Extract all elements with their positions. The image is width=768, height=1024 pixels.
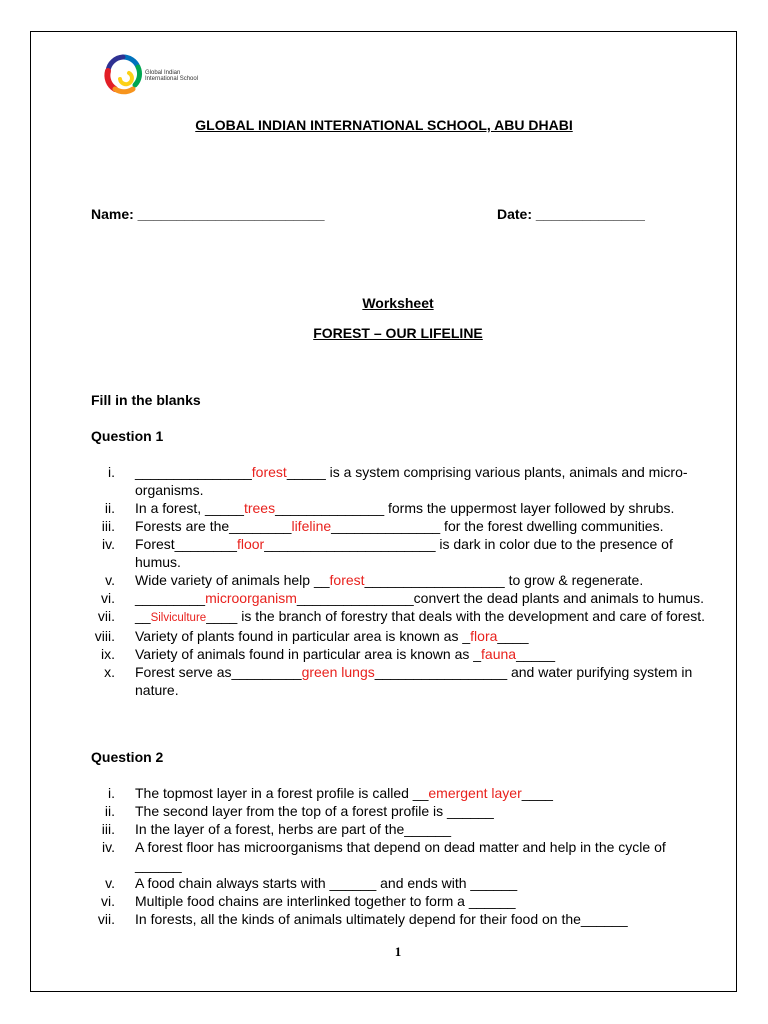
question-item <box>91 571 711 589</box>
answer-text: fauna <box>481 646 517 662</box>
question-text: __ <box>135 608 151 624</box>
question-text: _________________ and water purifying system in nature. <box>135 664 693 698</box>
worksheet-subtitle: FOREST – OUR LIFELINE <box>313 325 483 341</box>
question-text: ____ <box>497 628 529 644</box>
question-text: ______________ forms the uppermost layer followed by shrubs. <box>275 500 675 516</box>
question-text: In the layer of a forest, herbs are part of the______ <box>135 821 451 837</box>
question-item <box>91 802 711 820</box>
question-text: The second layer from the top of a forest profile is ______ <box>135 803 494 819</box>
question-text: ____ is the branch of forestry that deals with the development and care of forest. <box>206 608 706 624</box>
item-number: iv. <box>102 536 115 552</box>
item-number: i. <box>108 785 115 801</box>
question-text: A food chain always starts with ______ and ends with ______ <box>135 875 518 891</box>
logo-swirl-icon <box>103 53 143 97</box>
school-title: GLOBAL INDIAN INTERNATIONAL SCHOOL, ABU DHABI <box>195 117 573 133</box>
item-number: viii. <box>94 628 115 644</box>
question-text: __________________ to grow & regenerate. <box>364 572 644 588</box>
question-item <box>91 627 711 645</box>
question-text: ______________ for the forest dwelling communities. <box>331 518 664 534</box>
question-text: In a forest, _____ <box>135 500 244 516</box>
question-text: ____ <box>521 785 553 801</box>
question-text: In forests, all the kinds of animals ultimately depend for their food on the______ <box>135 911 628 927</box>
item-number: ix. <box>101 646 115 662</box>
question-text: ______________________ is dark in color due to the presence of humus. <box>135 536 673 570</box>
item-number: vii. <box>97 608 115 624</box>
question-item <box>91 645 711 663</box>
question-item <box>91 784 711 802</box>
page-number: 1 <box>394 944 402 959</box>
question-text: A forest floor has microorganisms that depend on dead matter and help in the cycle of ______ <box>135 839 666 873</box>
date-field: Date: ______________ <box>497 206 645 222</box>
question-text: _____ is a system comprising various plants, animals and micro-organisms. <box>135 464 688 498</box>
answer-text: forest <box>329 572 365 588</box>
answer-text: floor <box>236 536 265 552</box>
question-item <box>91 535 711 571</box>
question-item <box>91 517 711 535</box>
question-text: Forest serve as_________ <box>135 664 302 680</box>
question2-heading: Question 2 <box>91 749 164 765</box>
answer-text: emergent layer <box>428 785 522 801</box>
answer-text: forest <box>251 464 287 480</box>
question1-heading: Question 1 <box>91 428 164 444</box>
item-number: v. <box>105 875 115 891</box>
question-item <box>91 874 711 892</box>
question2-list <box>91 784 711 928</box>
question-text: Forests are the________ <box>135 518 292 534</box>
answer-text: flora <box>470 628 498 644</box>
answer-text: microorganism <box>205 590 297 606</box>
item-number: vi. <box>101 590 115 606</box>
question1-list <box>91 463 711 699</box>
question-item <box>91 607 711 627</box>
question-text: Forest________ <box>135 536 237 552</box>
question-item <box>91 589 711 607</box>
question-item <box>91 892 711 910</box>
item-number: iv. <box>102 839 115 855</box>
item-number: i. <box>108 464 115 480</box>
item-number: v. <box>105 572 115 588</box>
answer-text: green lungs <box>301 664 375 680</box>
school-logo <box>103 53 203 97</box>
question-text: _____ <box>516 646 556 662</box>
question-item <box>91 838 711 874</box>
question-item <box>91 910 711 928</box>
question-text: _______________convert the dead plants and animals to humus. <box>296 590 704 606</box>
question-text: Variety of animals found in particular area is known as _ <box>135 646 482 662</box>
question-text: Multiple food chains are interlinked together to form a ______ <box>135 893 516 909</box>
question-text: _______________ <box>135 464 252 480</box>
name-field: Name: ________________________ <box>91 206 325 222</box>
item-number: vi. <box>101 893 115 909</box>
question-text: _________ <box>135 590 206 606</box>
item-number: ii. <box>104 500 115 516</box>
item-number: vii. <box>97 911 115 927</box>
item-number: ii. <box>104 803 115 819</box>
worksheet-title: Worksheet <box>362 295 434 311</box>
question-item <box>91 663 711 699</box>
item-number: iii. <box>101 821 115 837</box>
instructions-heading: Fill in the blanks <box>91 392 201 408</box>
item-number: iii. <box>101 518 115 534</box>
question-text: Wide variety of animals help __ <box>135 572 330 588</box>
question-text: Variety of plants found in particular area is known as _ <box>135 628 471 644</box>
item-number: x. <box>104 664 115 680</box>
answer-text: Silviculture <box>150 612 207 624</box>
question-item <box>91 499 711 517</box>
logo-text: Global Indian International School <box>145 70 199 82</box>
question-item <box>91 820 711 838</box>
answer-text: lifeline <box>291 518 332 534</box>
answer-text: trees <box>243 500 276 516</box>
question-item <box>91 463 711 499</box>
question-text: The topmost layer in a forest profile is called __ <box>135 785 429 801</box>
